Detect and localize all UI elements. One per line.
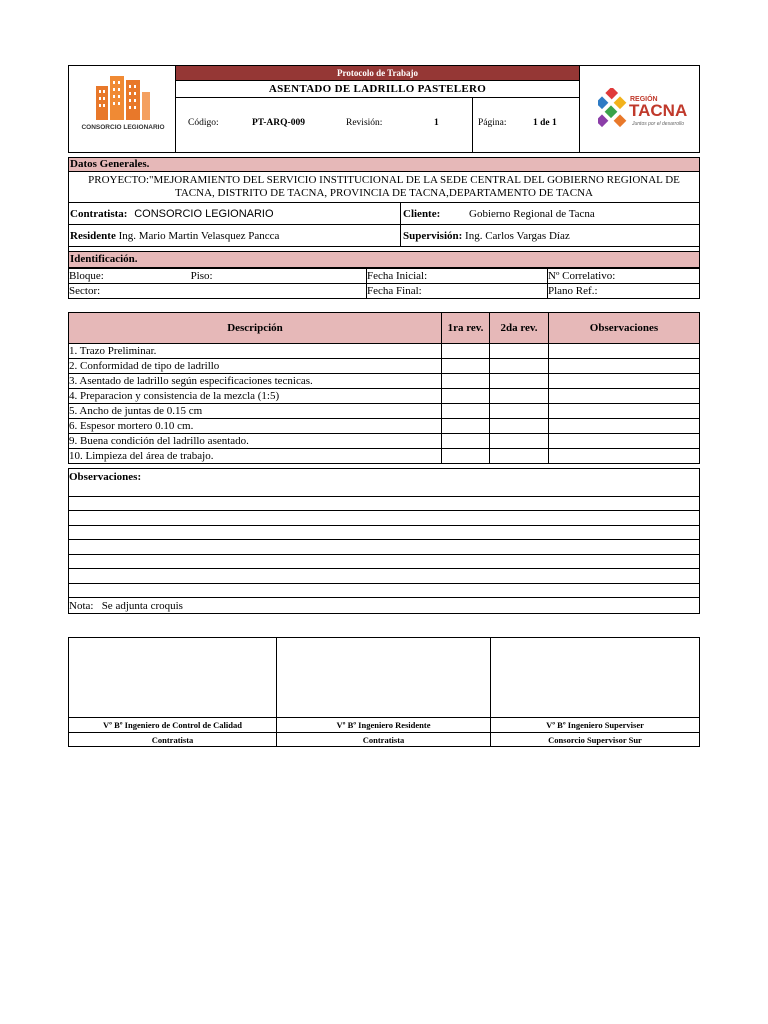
table-row	[69, 374, 700, 389]
page-title: ASENTADO DE LADRILLO PASTELERO	[176, 81, 579, 98]
check-cell[interactable]	[442, 449, 490, 464]
table-row	[69, 344, 700, 359]
pagina-value: 1 de 1	[533, 118, 557, 128]
item-label: 5. Ancho de juntas de 0.15 cm	[69, 404, 442, 419]
identificacion-table	[68, 268, 700, 299]
obs-line[interactable]	[69, 569, 700, 584]
sector-label: Sector:	[69, 284, 367, 299]
contratista-value: CONSORCIO LEGIONARIO	[134, 207, 274, 220]
observaciones-table	[68, 468, 700, 614]
revision-value: 1	[434, 118, 439, 128]
check-cell[interactable]	[490, 434, 549, 449]
tacna-region-text: REGIÓN	[630, 96, 658, 103]
piso-label: Piso:	[190, 270, 213, 282]
supervision-value: Ing. Carlos Vargas Díaz	[465, 229, 570, 242]
code-row	[176, 98, 579, 152]
pagina-label: Página:	[478, 118, 507, 128]
cliente-cell	[401, 203, 700, 225]
obs-line[interactable]	[69, 555, 700, 569]
check-cell[interactable]	[490, 389, 549, 404]
check-cell[interactable]	[442, 389, 490, 404]
supervision-cell	[401, 225, 700, 247]
nota-text: Nota: Se adjunta croquis	[69, 598, 700, 614]
firma-org-calidad: Contratista	[69, 733, 277, 747]
header-descripcion: Descripción	[69, 313, 442, 344]
tacna-name-text: TACNA	[629, 101, 688, 120]
firmas-table	[68, 637, 700, 747]
obs-cell[interactable]	[549, 449, 700, 464]
datos-generales-title: Datos Generales.	[68, 157, 700, 172]
table-row	[69, 389, 700, 404]
check-cell[interactable]	[442, 374, 490, 389]
cliente-value: Gobierno Regional de Tacna	[469, 207, 595, 220]
header-1ra-rev: 1ra rev.	[442, 313, 490, 344]
building-logo-icon	[92, 72, 152, 122]
check-cell[interactable]	[442, 359, 490, 374]
check-cell[interactable]	[490, 419, 549, 434]
item-label: 3. Asentado de ladrillo según especificaciones tecnicas.	[69, 374, 442, 389]
identificacion-title: Identificación.	[68, 251, 700, 268]
residente-label: Residente	[70, 229, 116, 242]
item-label: 2. Conformidad de tipo de ladrillo	[69, 359, 442, 374]
table-row	[69, 434, 700, 449]
tacna-logo	[579, 66, 699, 152]
fecha-final-label: Fecha Final:	[367, 284, 548, 299]
obs-cell[interactable]	[549, 389, 700, 404]
residente-cell	[69, 225, 401, 247]
consorcio-logo-text: CONSORCIO LEGIONARIO	[81, 124, 165, 131]
bloque-cell	[69, 269, 367, 284]
obs-cell[interactable]	[549, 344, 700, 359]
observaciones-title: Observaciones:	[69, 469, 700, 497]
datos-table	[68, 202, 700, 247]
plano-label: Plano Ref.:	[548, 284, 700, 299]
signature-box-residente[interactable]	[277, 638, 491, 718]
check-cell[interactable]	[490, 374, 549, 389]
cliente-label: Cliente:	[403, 207, 441, 220]
tacna-emblem-icon	[598, 88, 628, 132]
item-label: 4. Preparacion y consistencia de la mezcla (1:5)	[69, 389, 442, 404]
item-label: 9. Buena condición del ladrillo asentado.	[69, 434, 442, 449]
obs-line[interactable]	[69, 526, 700, 540]
obs-line[interactable]	[69, 497, 700, 511]
residente-value: Ing. Mario Martin Velasquez Pancca	[118, 229, 280, 242]
fecha-inicial-label: Fecha Inicial:	[367, 269, 548, 284]
supervision-label: Supervisión:	[403, 229, 463, 242]
check-cell[interactable]	[490, 359, 549, 374]
check-cell[interactable]	[490, 344, 549, 359]
signature-box-calidad[interactable]	[69, 638, 277, 718]
firma-org-supervisor: Consorcio Supervisor Sur	[491, 733, 700, 747]
table-row	[69, 359, 700, 374]
header-block	[68, 65, 700, 153]
proyecto-text: PROYECTO:"MEJORAMIENTO DEL SERVICIO INSTITUCIONAL DE LA SEDE CENTRAL DEL GOBIERNO REGIONAL DE TACNA, DISTRITO DE TACNA, PROVINCIA DE TACNA,DEPARTAMENTO DE TACNA	[68, 171, 700, 203]
obs-line[interactable]	[69, 511, 700, 526]
item-label: 1. Trazo Preliminar.	[69, 344, 442, 359]
code-divider	[472, 98, 473, 152]
check-cell[interactable]	[442, 404, 490, 419]
obs-cell[interactable]	[549, 404, 700, 419]
firma-role-calidad: Vº Bº Ingeniero de Control de Calidad	[69, 718, 277, 733]
protocol-label: Protocolo de Trabajo	[176, 66, 579, 81]
check-cell[interactable]	[442, 434, 490, 449]
check-cell[interactable]	[442, 419, 490, 434]
firma-role-supervisor: Vº Bº Ingeniero Superviser	[491, 718, 700, 733]
item-label: 6. Espesor mortero 0.10 cm.	[69, 419, 442, 434]
obs-cell[interactable]	[549, 419, 700, 434]
firma-role-residente: Vº Bº Ingeniero Residente	[277, 718, 491, 733]
header-observaciones: Observaciones	[549, 313, 700, 344]
revision-label: Revisión:	[346, 118, 383, 128]
checklist-header-row	[69, 313, 700, 344]
contratista-cell	[69, 203, 401, 225]
obs-line[interactable]	[69, 584, 700, 598]
obs-line[interactable]	[69, 540, 700, 555]
check-cell[interactable]	[490, 449, 549, 464]
signature-box-supervisor[interactable]	[491, 638, 700, 718]
item-label: 10. Limpieza del área de trabajo.	[69, 449, 442, 464]
obs-cell[interactable]	[549, 434, 700, 449]
table-row	[69, 419, 700, 434]
correlativo-label: Nº Correlativo:	[548, 269, 700, 284]
header-2da-rev: 2da rev.	[490, 313, 549, 344]
obs-cell[interactable]	[549, 359, 700, 374]
obs-cell[interactable]	[549, 374, 700, 389]
codigo-value: PT-ARQ-009	[252, 118, 305, 128]
check-cell[interactable]	[442, 344, 490, 359]
check-cell[interactable]	[490, 404, 549, 419]
table-row	[69, 404, 700, 419]
checklist-table	[68, 312, 700, 464]
consorcio-logo	[69, 66, 176, 152]
table-row	[69, 449, 700, 464]
tacna-slogan-text: Juntos por el desarrollo	[632, 121, 684, 127]
contratista-label: Contratista:	[70, 207, 128, 220]
codigo-label: Código:	[188, 118, 219, 128]
bloque-label: Bloque:	[69, 270, 104, 282]
firma-org-residente: Contratista	[277, 733, 491, 747]
